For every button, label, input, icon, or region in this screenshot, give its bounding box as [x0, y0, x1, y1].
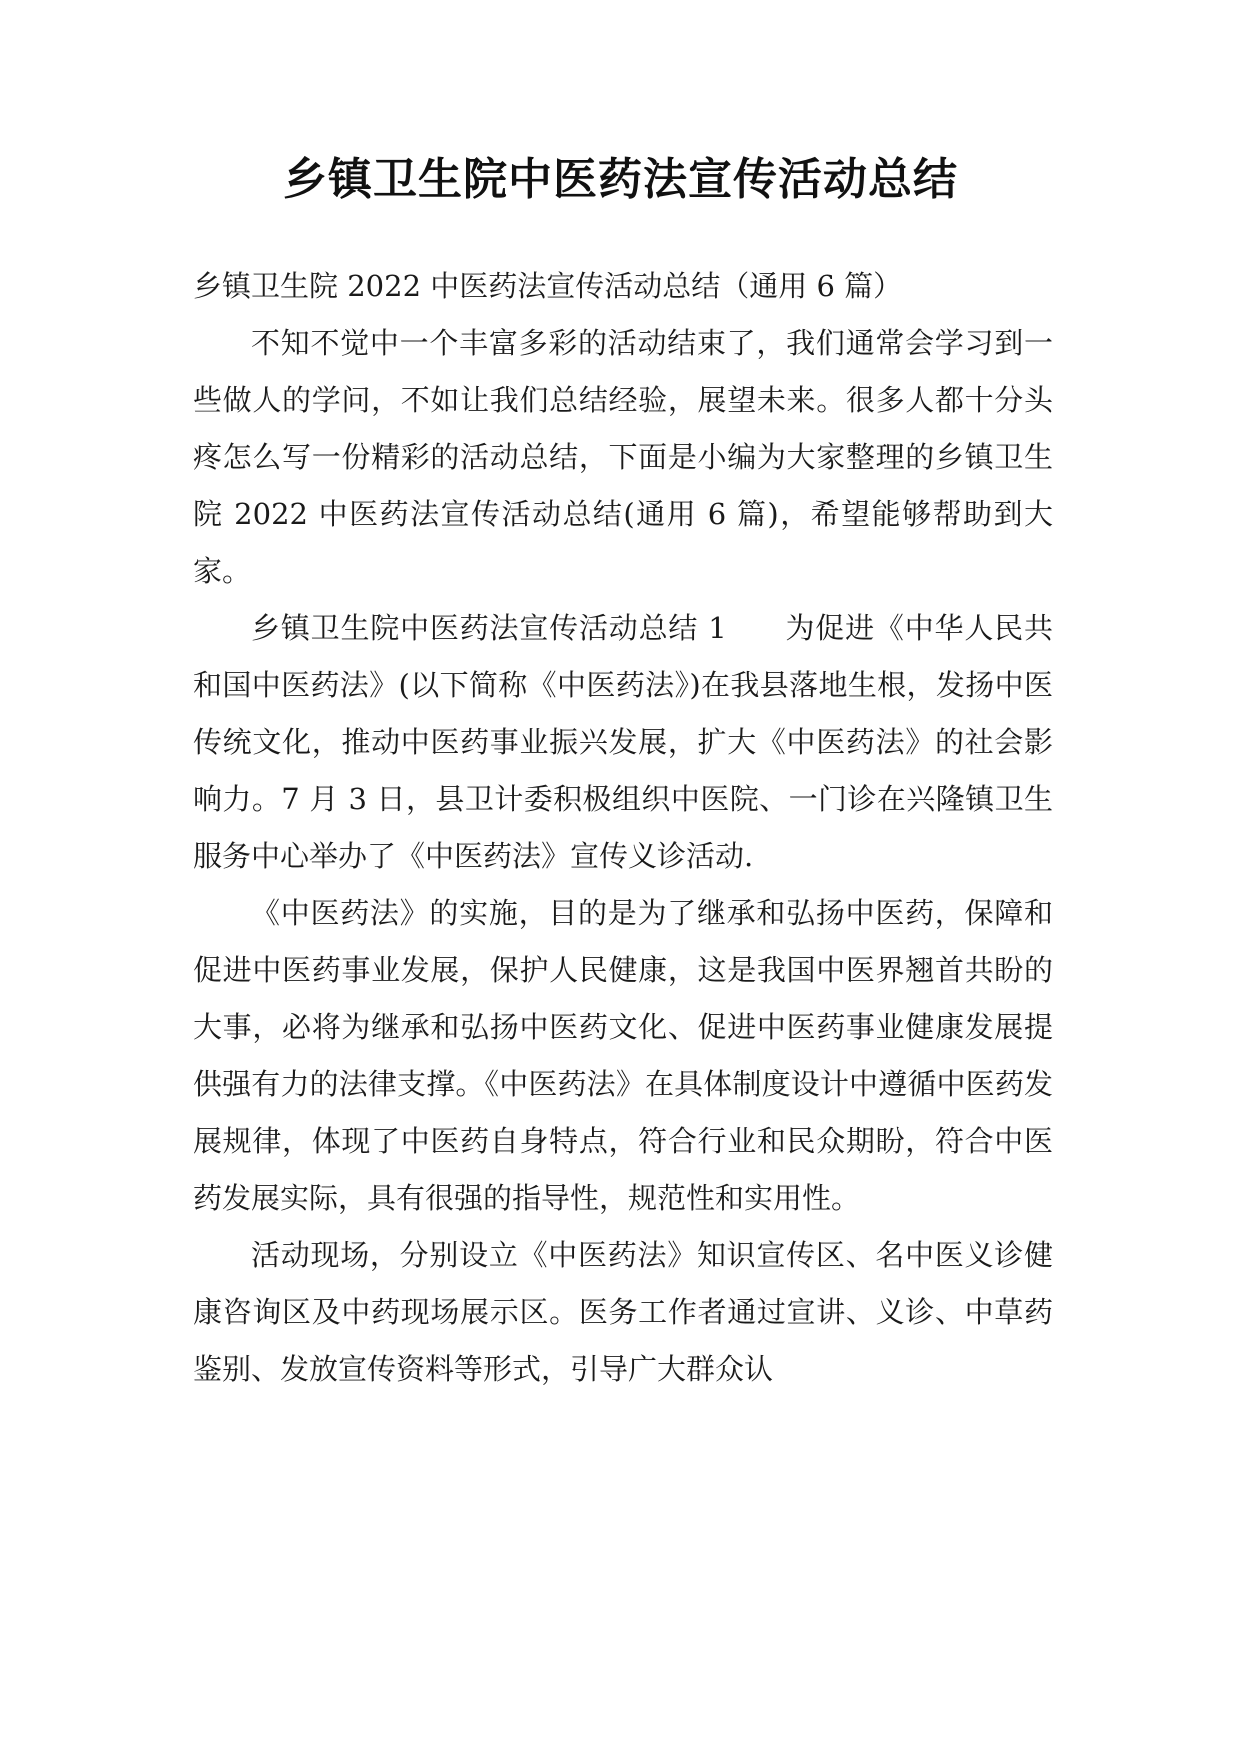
- document-body: [193, 258, 1053, 1398]
- document-subtitle: 乡镇卫生院 2022 中医药法宣传活动总结（通用 6 篇）: [193, 269, 903, 303]
- law-purpose-paragraph: 《中医药法》的实施，目的是为了继承和弘扬中医药，保障和促进中医药事业发展，保护人民健康，这是我国中医界翘首共盼的大事，必将为继承和弘扬中医药文化、促进中医药事业健康发展提供强有力的法律支撑。《中医药法》在具体制度设计中遵循中医药发展规律，体现了中医药自身特点，符合行业和民众期盼，符合中医药发展实际，具有很强的指导性，规范性和实用性。: [193, 896, 1053, 1215]
- section-1-heading: 乡镇卫生院中医药法宣传活动总结 1: [251, 611, 727, 645]
- intro-paragraph: 不知不觉中一个丰富多彩的活动结束了，我们通常会学习到一些做人的学问，不如让我们总结经验，展望未来。很多人都十分头疼怎么写一份精彩的活动总结，下面是小编为大家整理的乡镇卫生院 2022 中医药法宣传活动总结(通用 6 篇)，希望能够帮助到大家。: [193, 326, 1053, 588]
- document-title: 乡镇卫生院中医药法宣传活动总结: [283, 154, 958, 205]
- section-1-text: 为促进《中华人民共和国中医药法》(以下简称《中医药法》)在我县落地生根，发扬中医传统文化，推动中医药事业振兴发展，扩大《中医药法》的社会影响力。7 月 3 日，县卫计委积极组织中医院、一门诊在兴隆镇卫生服务中心举办了《中医药法》宣传义诊活动.: [193, 611, 1053, 873]
- section-1-paragraph: [193, 600, 1053, 885]
- activity-site-paragraph: 活动现场，分别设立《中医药法》知识宣传区、名中医义诊健康咨询区及中药现场展示区。医务工作者通过宣讲、义诊、中草药鉴别、发放宣传资料等形式，引导广大群众认: [193, 1238, 1053, 1386]
